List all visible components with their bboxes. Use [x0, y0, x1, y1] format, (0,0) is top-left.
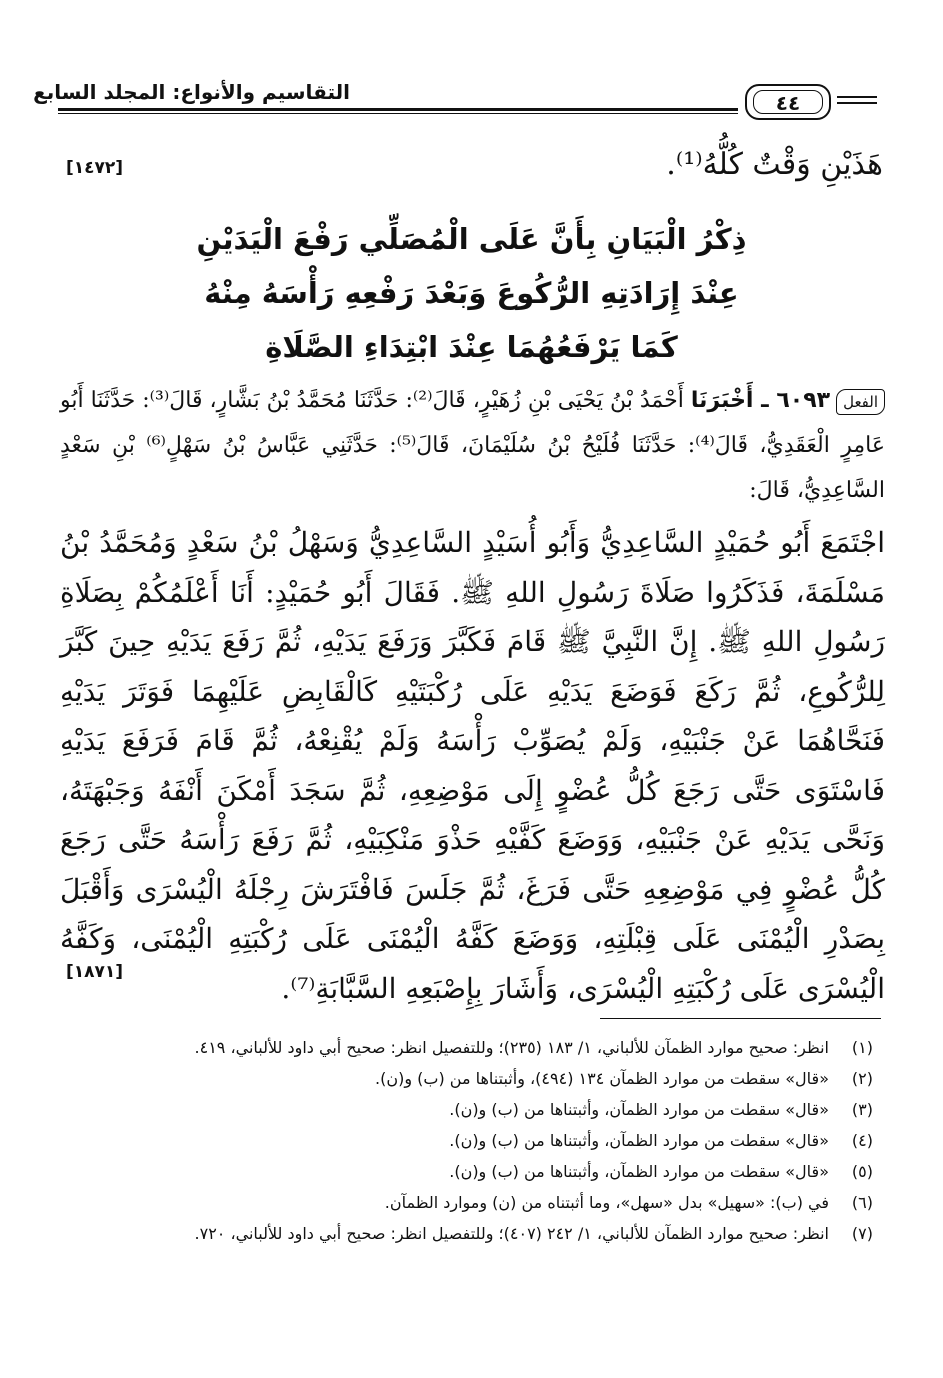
- page-number: ٤٤: [753, 90, 823, 114]
- footnote: [60, 1032, 881, 1063]
- footnote: [60, 1218, 881, 1249]
- running-header-title: التقاسيم والأنواع: المجلد السابع: [33, 80, 350, 104]
- page-number-ornament: [837, 96, 877, 98]
- page-number-ornament: [837, 102, 877, 104]
- chapter-heading: [110, 212, 833, 374]
- footnote-text: «قال» سقطت من موارد الظمآن، وأثبتناها من (ب) و(ن).: [449, 1100, 829, 1119]
- hadith-reference-number: [١٤٧٢]: [66, 158, 124, 178]
- isnad-text: أَحْمَدُ بْنُ يَحْيَى بْنِ زُهَيْرٍ، قَالَ⁽²⁾: حَدَّثَنَا مُحَمَّدُ بْنُ بَشَّارٍ، قَالَ⁽³⁾: حَدَّثَنَا أَبُو عَامِرٍ الْعَقَدِيُّ، قَالَ⁽⁴⁾: حَدَّثَنَا فُلَيْحُ بْنُ سُلَيْمَانَ، قَالَ⁽⁵⁾: حَدَّثَنِي عَبَّاسُ بْنُ سَهْلٍ⁽⁶⁾ بْنِ سَعْدٍ السَّاعِدِيُّ، قَالَ:: [60, 388, 886, 503]
- hadith-number: ٦٠٩٣: [776, 388, 831, 413]
- footnote-text: انظر: صحيح موارد الظمآن للألباني، ١/ ١٨٣ (٢٣٥)؛ وللتفصيل انظر: صحيح أبي داود للألباني، ٤١٩.: [194, 1038, 829, 1057]
- continuation-line: هَذَيْنِ وَقْتٌ كُلُّهُ⁽¹⁾.: [666, 147, 883, 182]
- category-tag: الفعل: [836, 389, 885, 415]
- footnote-text: انظر: صحيح موارد الظمآن للألباني، ١/ ٢٤٢ (٤٠٧)؛ وللتفصيل انظر: صحيح أبي داود للألباني، ٧٢٠.: [194, 1224, 829, 1243]
- footnote: [60, 1125, 881, 1156]
- chapter-heading-line: عِنْدَ إِرَادَتِهِ الرُّكُوعَ وَبَعْدَ رَفْعِهِ رَأْسَهُ مِنْهُ: [204, 276, 739, 310]
- footnote-number: (٣): [851, 1100, 873, 1119]
- footnote: [60, 1156, 881, 1187]
- hadith-lead-word: أَخْبَرَنَا: [690, 388, 754, 413]
- chapter-heading-line: ذِكْرُ الْبَيَانِ بِأَنَّ عَلَى الْمُصَلِّي رَفْعَ الْيَدَيْنِ: [196, 222, 747, 256]
- footnote: [60, 1094, 881, 1125]
- footnotes: [60, 1032, 881, 1249]
- footnote-text: «قال» سقطت من موارد الظمآن ١٣٤ (٤٩٤)، وأثبتناها من (ب) و(ن).: [375, 1069, 829, 1088]
- hadith-number-dash: ـ: [753, 388, 777, 413]
- header-rule-thin: [58, 113, 738, 114]
- footnote-number: (٤): [851, 1131, 873, 1150]
- footnote-number: (٧): [851, 1224, 873, 1243]
- footnote-separator: [600, 1018, 881, 1019]
- hadith-isnad: [60, 378, 885, 513]
- footnote-number: (٦): [851, 1193, 873, 1212]
- footnote-number: (٢): [851, 1069, 873, 1088]
- footnote-number: (٥): [851, 1162, 873, 1181]
- page-number-frame: [745, 84, 831, 120]
- hadith-reference-number: [١٨٧١]: [66, 962, 124, 982]
- chapter-heading-line: كَمَا يَرْفَعُهُمَا عِنْدَ ابْتِدَاءِ الصَّلَاةِ: [265, 330, 678, 364]
- footnote-text: «قال» سقطت من موارد الظمآن، وأثبتناها من (ب) و(ن).: [449, 1162, 829, 1181]
- hadith-matn: اجْتَمَعَ أَبُو حُمَيْدٍ السَّاعِدِيُّ وَأَبُو أُسَيْدٍ السَّاعِدِيُّ وَسَهْلُ بْنُ سَعْدٍ وَمُحَمَّدُ بْنُ مَسْلَمَةَ، فَذَكَرُوا صَلَاةَ رَسُولِ اللهِ ﷺ. فَقَالَ أَبُو حُمَيْدٍ: أَنَا أَعْلَمُكُمْ بِصَلَاةِ رَسُولِ اللهِ ﷺ. إِنَّ النَّبِيَّ ﷺ قَامَ فَكَبَّرَ وَرَفَعَ يَدَيْهِ، ثُمَّ رَفَعَ يَدَيْهِ حِينَ كَبَّرَ لِلرُّكُوعِ، ثُمَّ رَكَعَ فَوَضَعَ يَدَيْهِ عَلَى رُكْبَتَيْهِ كَالْقَابِضِ عَلَيْهِمَا فَوَتَرَ يَدَيْهِ فَنَحَّاهُمَا عَنْ جَنْبَيْهِ، وَلَمْ يُصَوِّبْ رَأْسَهُ وَلَمْ يُقْنِعْهُ، ثُمَّ قَامَ فَرَفَعَ يَدَيْهِ فَاسْتَوَى حَتَّى رَجَعَ كُلُّ عُضْوٍ إِلَى مَوْضِعِهِ، ثُمَّ سَجَدَ أَمْكَنَ أَنْفَهُ وَجَبْهَتَهُ، وَنَحَّى يَدَيْهِ عَنْ جَنْبَيْهِ، وَوَضَعَ كَفَّيْهِ حَذْوَ مَنْكِبَيْهِ، ثُمَّ رَفَعَ رَأْسَهُ حَتَّى رَجَعَ كُلُّ عُضْوٍ فِي مَوْضِعِهِ حَتَّى فَرَغَ، ثُمَّ جَلَسَ فَافْتَرَشَ رِجْلَهُ الْيُسْرَى وَأَقْبَلَ بِصَدْرِ الْيُمْنَى عَلَى قِبْلَتِهِ، وَوَضَعَ كَفَّهُ الْيُمْنَى عَلَى رُكْبَتِهِ الْيُمْنَى، وَكَفَّهُ الْيُسْرَى عَلَى رُكْبَتِهِ الْيُسْرَى، وَأَشَارَ بِإِصْبَعِهِ السَّبَّابَةِ⁽⁷⁾.: [60, 526, 886, 1005]
- footnote: [60, 1187, 881, 1218]
- footnote-text: في (ب): «سهيل» بدل «سهل»، وما أثبتناه من (ن) وموارد الظمآن.: [384, 1193, 829, 1212]
- header-rule: [58, 108, 738, 111]
- footnote-text: «قال» سقطت من موارد الظمآن، وأثبتناها من (ب) و(ن).: [449, 1131, 829, 1150]
- footnote: [60, 1063, 881, 1094]
- footnote-number: (١): [851, 1038, 873, 1057]
